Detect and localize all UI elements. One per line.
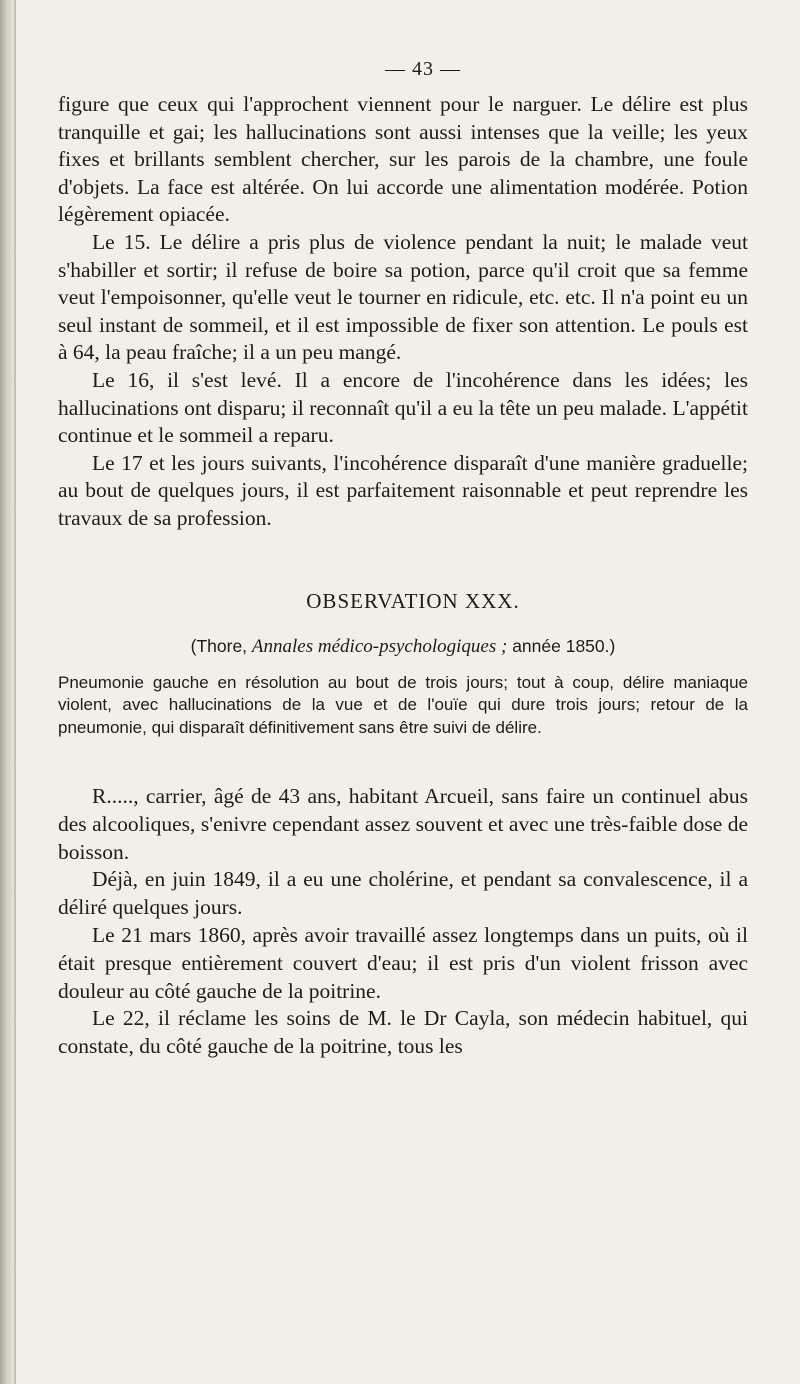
paragraph: Le 16, il s'est levé. Il a encore de l'incohérence dans les idées; les hallucinations ont disparu; il reconnaît qu'il a eu la tête un peu malade. L'appétit continue et le sommeil a reparu. <box>58 367 748 448</box>
page-binding-edge <box>0 0 14 1384</box>
page-binding-shadow <box>14 0 16 1384</box>
text-block-observation <box>58 783 748 1061</box>
observation-title: OBSERVATION XXX. <box>306 588 520 613</box>
citation-year: année 1850.) <box>512 635 616 656</box>
paragraph: Le 15. Le délire a pris plus de violence pendant la nuit; le malade veut s'habiller et sortir; il refuse de boire sa potion, parce qu'il croit que sa femme veut l'empoisonner, qu'elle veut le tourner en ridicule, etc. etc. Il n'a point eu un seul instant de sommeil, et il est impossible de fixer son attention. Le pouls est à 64, la peau fraîche; il a un peu mangé. <box>58 229 748 365</box>
paragraph: Le 17 et les jours suivants, l'incohérence disparaît d'une manière graduelle; au bout de quelques jours, il est parfaitement raisonnable et peut reprendre les travaux de sa profession. <box>58 450 748 530</box>
paragraph: Déjà, en juin 1849, il a eu une cholérine, et pendant sa convalescence, il a déliré quelques jours. <box>58 867 748 920</box>
citation-journal: Annales médico-psychologiques ; <box>251 635 508 657</box>
citation-author: (Thore, <box>190 635 248 656</box>
paragraph: Le 22, il réclame les soins de M. le Dr Cayla, son médecin habituel, qui constate, du côté gauche de la poitrine, tous les <box>58 1006 748 1059</box>
text-block-case-continuation <box>58 91 748 533</box>
observation-citation <box>58 636 748 658</box>
paragraph: R....., carrier, âgé de 43 ans, habitant Arcueil, sans faire un continuel abus des alcooliques, s'enivre cependant assez souvent et avec une très-faible dose de boisson. <box>58 784 748 864</box>
page-number: — 43 — <box>385 58 461 80</box>
observation-summary: Pneumonie gauche en résolution au bout de trois jours; tout à coup, délire maniaque violent, avec hallucinations de la vue et de l'ouïe qui dure trois jours; retour de la pneumonie, qui disparaît définitivement sans être suivi de délire. <box>58 672 748 737</box>
paragraph: Le 21 mars 1860, après avoir travaillé assez longtemps dans un puits, où il était presque entièrement couvert d'eau; il est pris d'un violent frisson avec douleur au côté gauche de la poitrine. <box>58 922 748 1003</box>
book-page <box>58 58 748 1061</box>
paragraph: figure que ceux qui l'approchent viennent pour le narguer. Le délire est plus tranquille et gai; les hallucinations sont aussi intenses que la veille; les yeux fixes et brillants semblent chercher, sur les parois de la chambre, une foule d'objets. La face est altérée. On lui accorde une alimentation modérée. Potion légèrement opiacée. <box>58 92 748 227</box>
